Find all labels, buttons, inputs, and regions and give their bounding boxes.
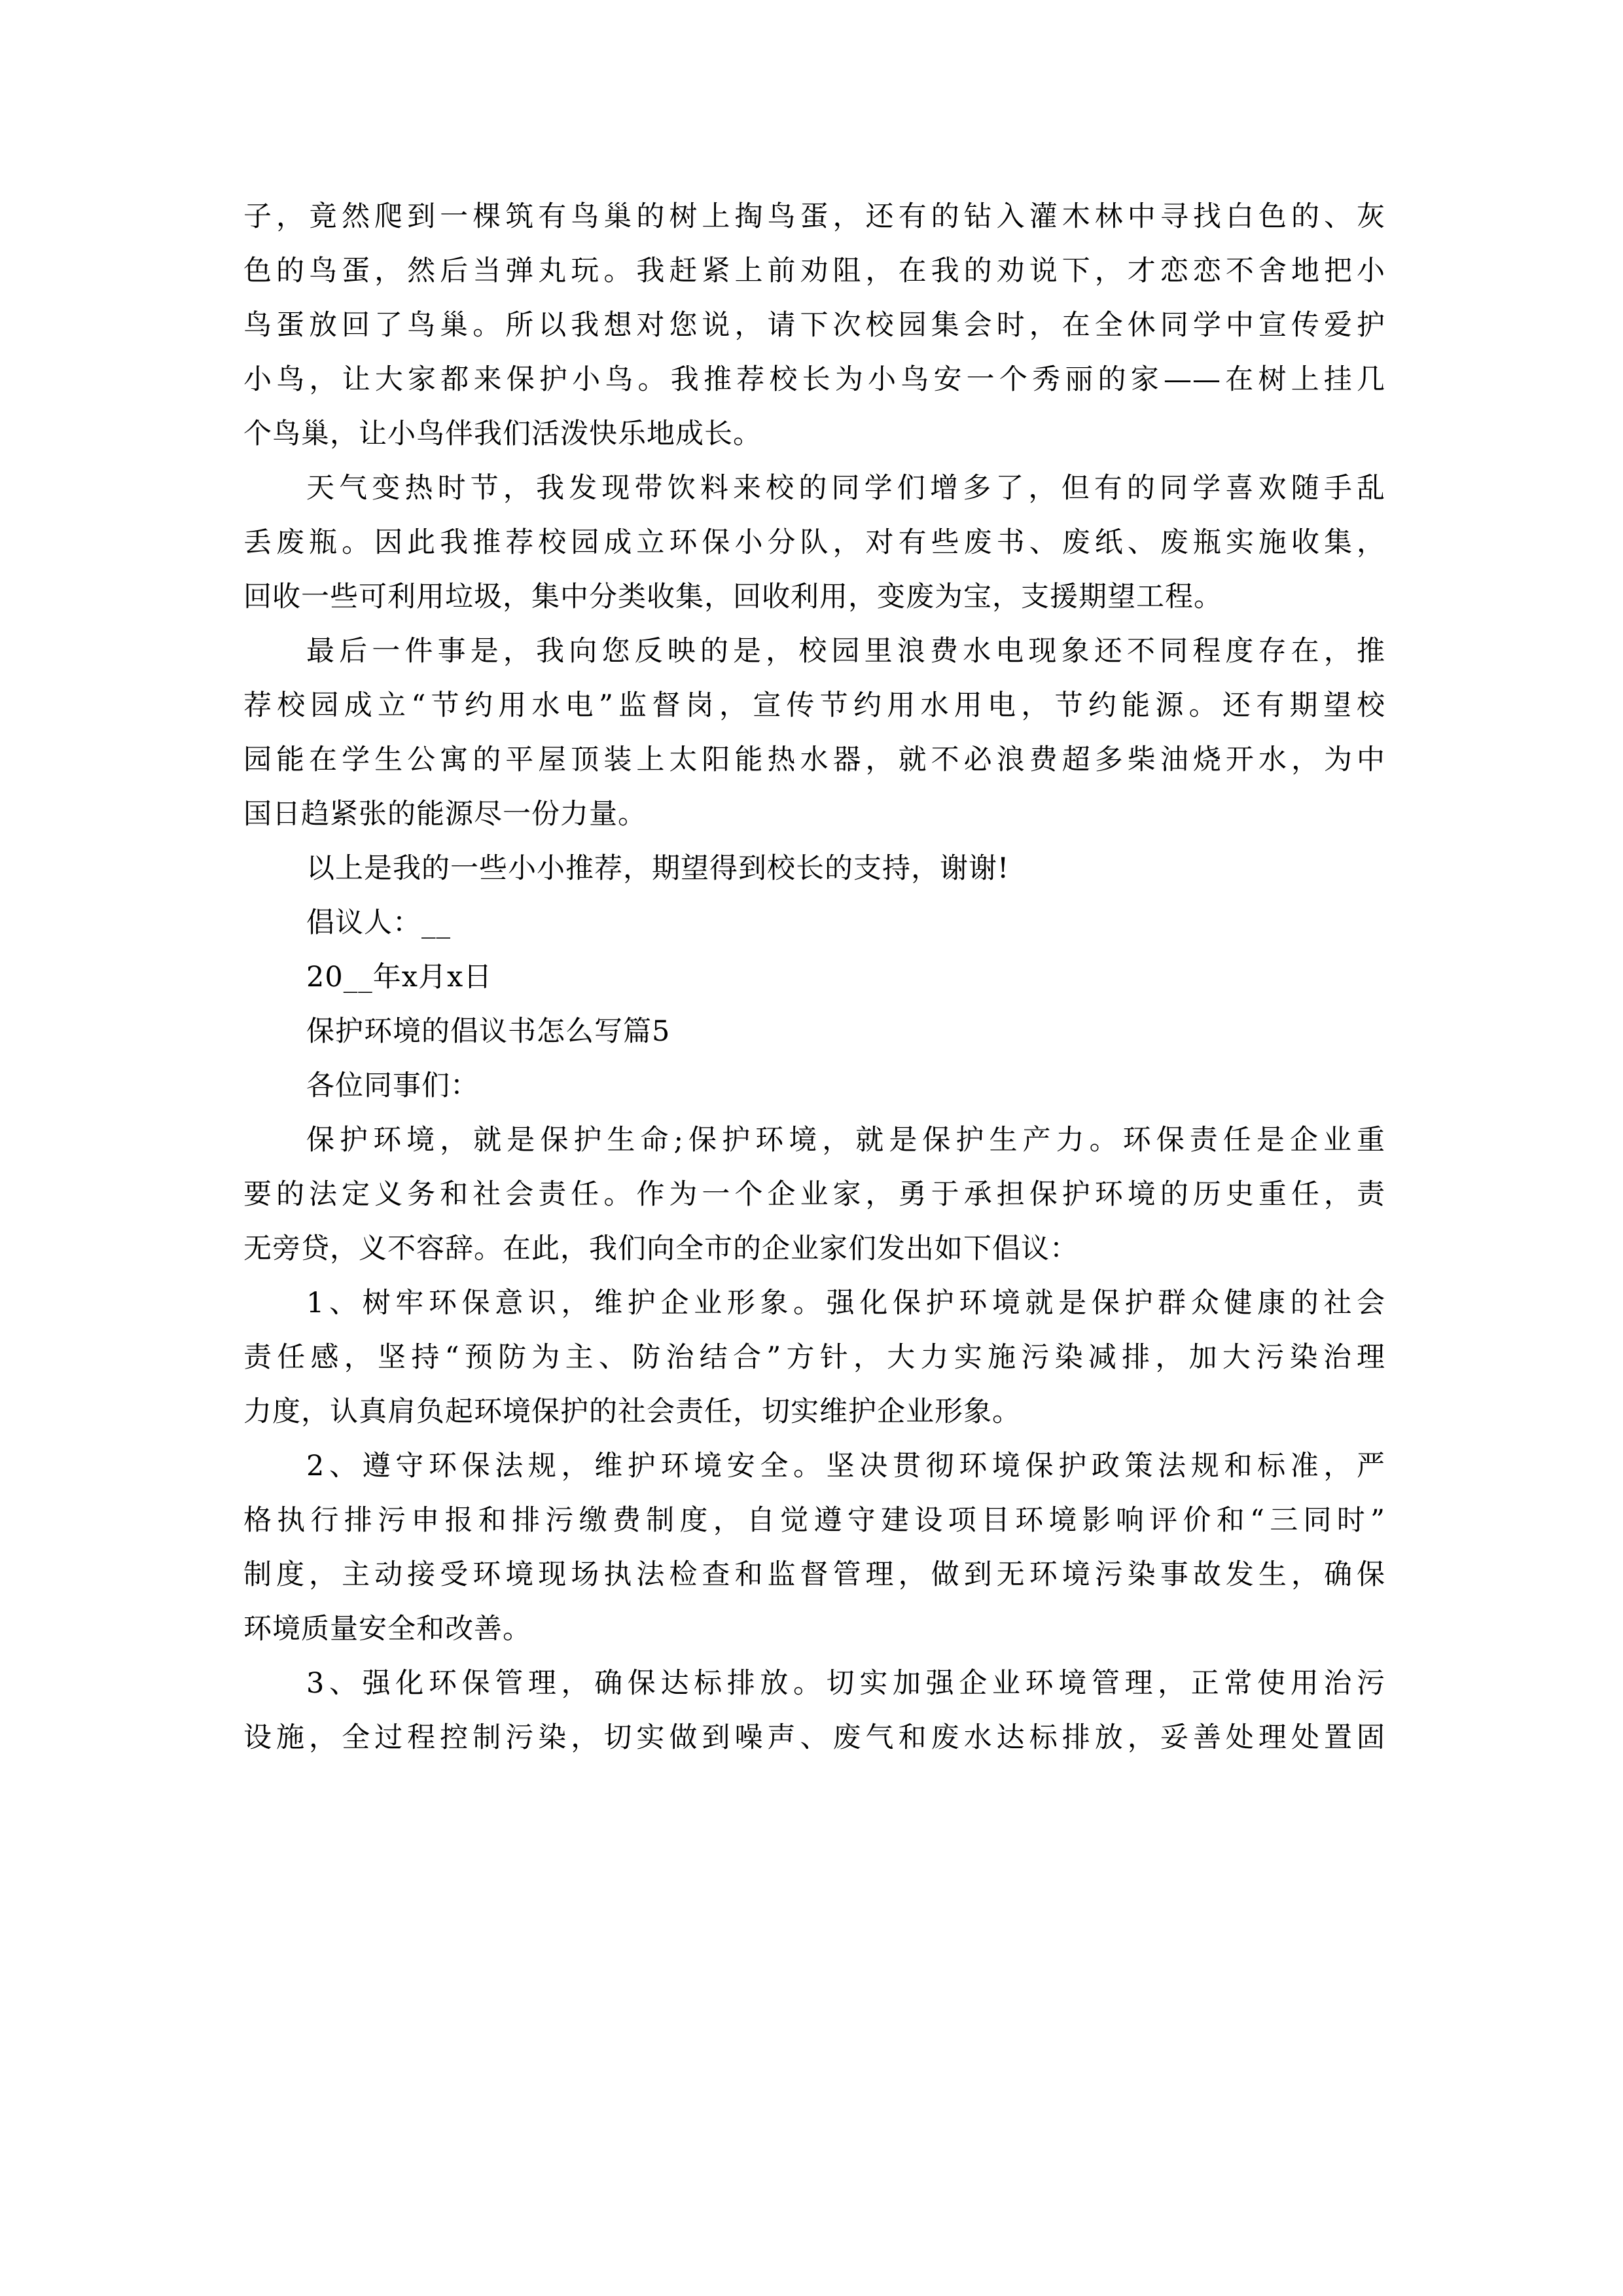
text-line: 力度，认真肩负起环境保护的社会责任，切实维护企业形象。 [243,1395,1021,1428]
date-line [243,950,1385,1005]
text-line: 最后一件事是，我向您反映的是，校园里浪费水电现象还不同程度存在，推 [306,635,1385,668]
text-line: 子，竟然爬到一棵筑有鸟巢的树上掏鸟蛋，还有的钻入灌木林中寻找白色的、灰 [243,200,1385,233]
text-line: 1、树牢环保意识，维护企业形象。强化保护环境就是保护群众健康的社会 [306,1287,1385,1319]
paragraph-item-1 [243,1276,1385,1439]
closing-remark [243,842,1385,896]
text-line: 回收一些可利用垃圾，集中分类收集，回收利用，变废为宝，支援期望工程。 [243,581,1222,613]
text-line: 要的法定义务和社会责任。作为一个企业家，勇于承担保护环境的历史重任，责 [243,1178,1385,1211]
text-line: 责任感，坚持“预防为主、防治结合”方针，大力实施污染减排，加大污染治理 [243,1341,1385,1374]
text-line: 小鸟，让大家都来保护小鸟。我推荐校长为小鸟安一个秀丽的家——在树上挂几 [243,363,1385,396]
text-line: 丢废瓶。因此我推荐校园成立环保小分队，对有些废书、废纸、废瓶实施收集， [243,526,1385,559]
text-line: 园能在学生公寓的平屋顶装上太阳能热水器，就不必浪费超多柴油烧开水，为中 [243,744,1385,776]
text-line: 3、强化环保管理，确保达标排放。切实加强企业环境管理，正常使用治污 [306,1667,1385,1700]
text-line: 天气变热时节，我发现带饮料来校的同学们增多了，但有的同学喜欢随手乱 [306,472,1385,505]
text-line: 以上是我的一些小小推荐，期望得到校长的支持，谢谢! [306,852,1010,885]
text-line: 倡议人：__ [306,906,451,939]
paragraph-item-3 [243,1657,1385,1765]
document-body [243,190,1385,1765]
text-line: 格执行排污申报和排污缴费制度，自觉遵守建设项目环境影响评价和“三同时” [243,1504,1385,1537]
text-line: 环境质量安全和改善。 [243,1613,531,1645]
paragraph-intro [243,1113,1385,1276]
signatory-line [243,896,1385,950]
text-line: 20__年x月x日 [306,961,493,994]
section-heading [243,1005,1385,1059]
text-line: 色的鸟蛋，然后当弹丸玩。我赶紧上前劝阻，在我的劝说下，才恋恋不舍地把小 [243,255,1385,287]
paragraph-item-2 [243,1439,1385,1657]
text-line: 荐校园成立“节约用水电”监督岗，宣传节约用水用电，节约能源。还有期望校 [243,689,1385,722]
paragraph-recycling [243,461,1385,624]
paragraph-energy-saving [243,624,1385,842]
text-line: 各位同事们： [306,1069,479,1102]
text-line: 保护环境的倡议书怎么写篇5 [306,1015,671,1048]
text-line: 鸟蛋放回了鸟巢。所以我想对您说，请下次校园集会时，在全休同学中宣传爱护 [243,309,1385,342]
paragraph-bird-nest [243,190,1385,461]
text-line: 2、遵守环保法规，维护环境安全。坚决贯彻环境保护政策法规和标准，严 [306,1450,1385,1482]
text-line: 国日趋紧张的能源尽一份力量。 [243,798,647,831]
salutation [243,1059,1385,1113]
text-line: 设施，全过程控制污染，切实做到噪声、废气和废水达标排放，妥善处理处置固 [243,1721,1385,1754]
text-line: 保护环境，就是保护生命;保护环境，就是保护生产力。环保责任是企业重 [306,1124,1385,1157]
text-line: 无旁贷，义不容辞。在此，我们向全市的企业家们发出如下倡议： [243,1232,1079,1265]
text-line: 个鸟巢，让小鸟伴我们活泼快乐地成长。 [243,418,762,450]
text-line: 制度，主动接受环境现场执法检查和监督管理，做到无环境污染事故发生，确保 [243,1558,1385,1591]
